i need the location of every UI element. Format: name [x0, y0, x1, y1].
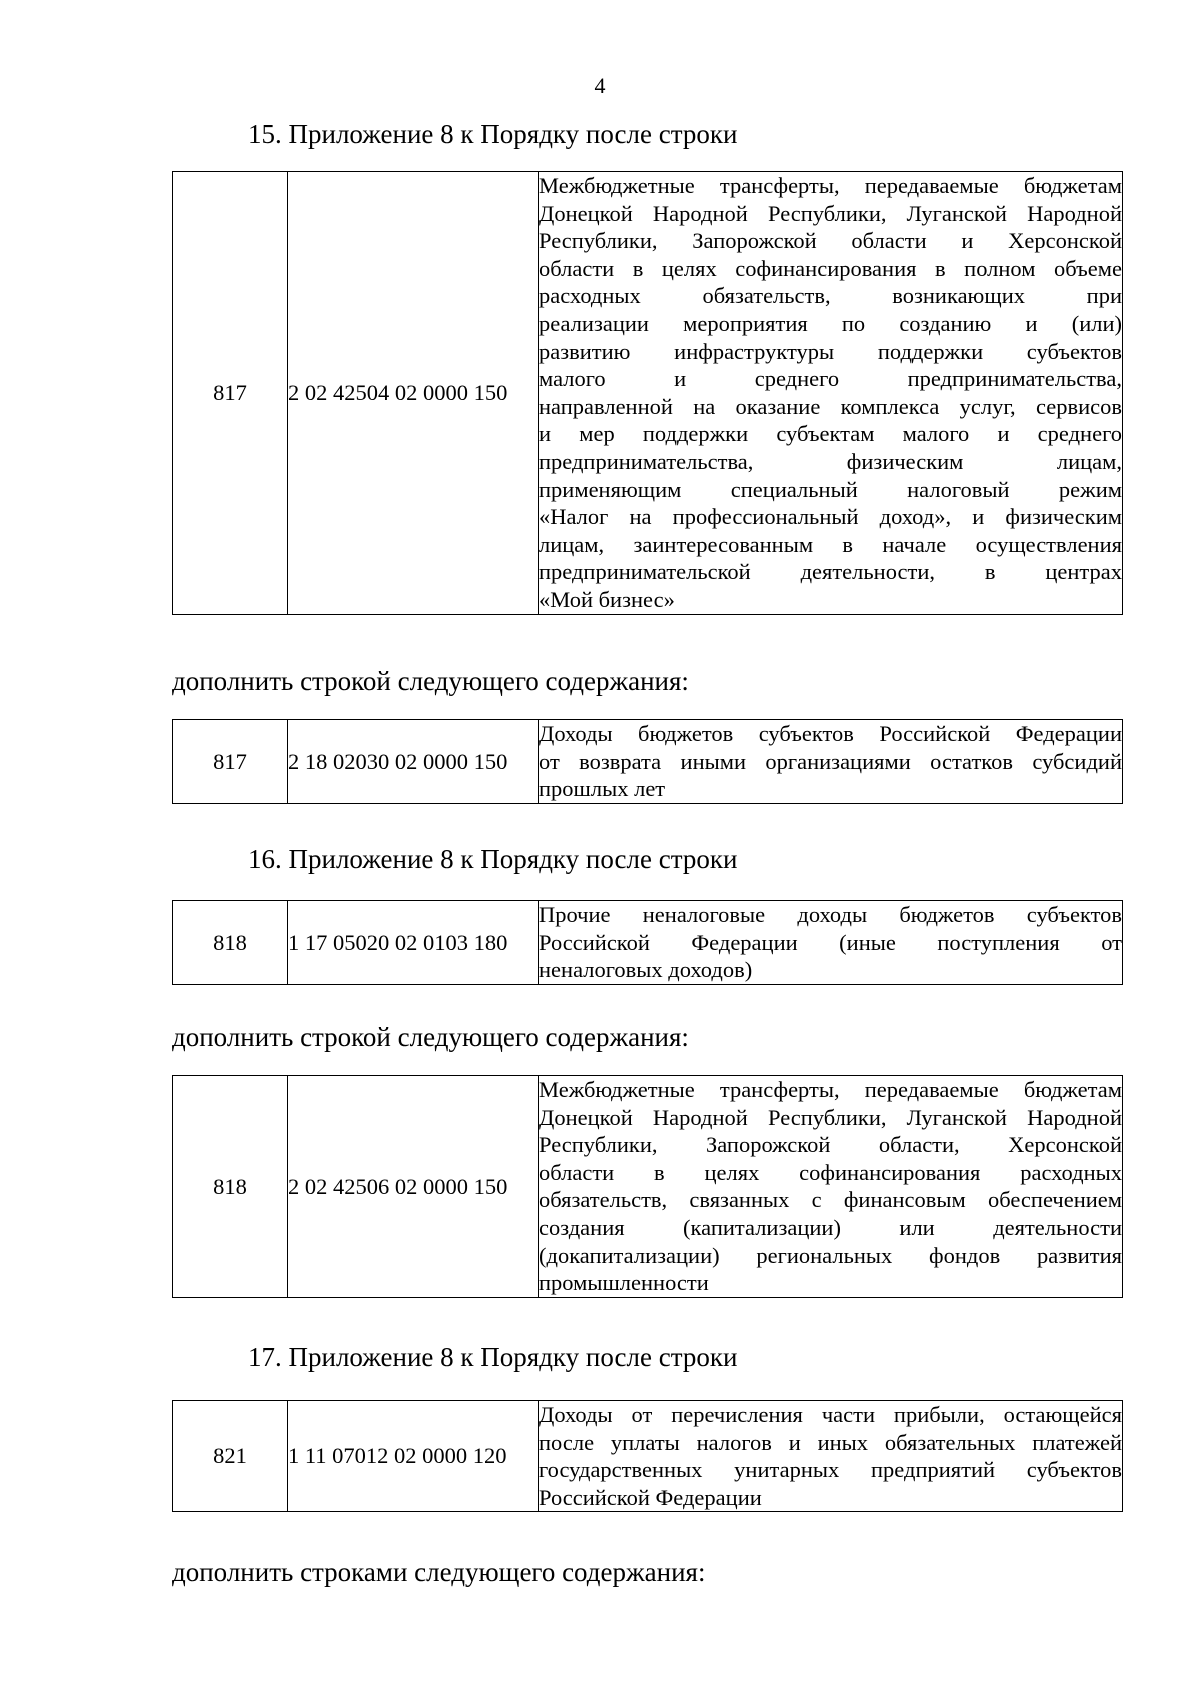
row-description-cell — [539, 172, 1123, 615]
description-line: расходных обязательств, возникающих при — [539, 283, 1122, 309]
description-line: создания (капитализации) или деятельности — [539, 1214, 1122, 1240]
description-line: предпринимательства, физическим лицам, — [539, 448, 1122, 474]
row-kbk-cell: 1 17 05020 02 0103 180 — [288, 901, 539, 985]
section-16-heading: 16. Приложение 8 к Порядку после строки — [248, 844, 738, 874]
description-line: Межбюджетные трансферты, передаваемые бюджетам — [539, 1077, 1122, 1102]
description-line: области в целях софинансирования в полном объеме — [539, 255, 1122, 281]
table-row — [173, 901, 1123, 985]
row-description-cell — [539, 901, 1123, 985]
section-17-heading: 17. Приложение 8 к Порядку после строки — [248, 1342, 738, 1372]
section-16-existing-row-table — [172, 900, 1123, 985]
description-line: Республики, Запорожской области и Херсонской — [539, 228, 1122, 254]
description-lines — [539, 720, 1122, 803]
table-row — [173, 1076, 1123, 1298]
description-line: Российской Федерации — [539, 1484, 762, 1510]
description-line: лицам, заинтересованным в начале осуществления — [539, 531, 1122, 557]
description-lines — [539, 172, 1122, 614]
description-line: Межбюджетные трансферты, передаваемые бюджетам — [539, 173, 1122, 198]
section-17-existing-row-table — [172, 1400, 1123, 1512]
description-line: Донецкой Народной Республики, Луганской Народной — [539, 200, 1122, 226]
section-16-new-row-table — [172, 1075, 1123, 1298]
table-row — [173, 1401, 1123, 1512]
row-kbk-cell: 2 18 02030 02 0000 150 — [288, 720, 539, 804]
table-row — [173, 720, 1123, 804]
description-line: развитию инфраструктуры поддержки субъектов — [539, 338, 1122, 364]
description-line: неналоговых доходов) — [539, 957, 753, 983]
description-line: обязательств, связанных с финансовым обеспечением — [539, 1187, 1122, 1213]
section-15-existing-row-table — [172, 171, 1123, 615]
description-lines — [539, 1401, 1122, 1511]
description-line: после уплаты налогов и иных обязательных платежей — [539, 1429, 1122, 1455]
description-line: «Мой бизнес» — [539, 586, 675, 612]
row-code-cell: 818 — [173, 1076, 288, 1298]
description-lines — [539, 901, 1122, 984]
description-line: промышленности — [539, 1270, 709, 1296]
table-row — [173, 172, 1123, 615]
description-line: от возврата иными организациями остатков субсидий — [539, 748, 1122, 774]
section-16-add-phrase: дополнить строкой следующего содержания: — [172, 1022, 689, 1052]
description-line: Доходы бюджетов субъектов Российской Федерации — [539, 721, 1122, 746]
description-line: области в целях софинансирования расходных — [539, 1159, 1122, 1185]
description-line: «Налог на профессиональный доход», и физическим — [539, 504, 1122, 530]
row-kbk-cell: 2 02 42504 02 0000 150 — [288, 172, 539, 615]
section-15-heading: 15. Приложение 8 к Порядку после строки — [248, 119, 738, 149]
description-line: Донецкой Народной Республики, Луганской Народной — [539, 1104, 1122, 1130]
description-line: применяющим специальный налоговый режим — [539, 476, 1122, 502]
description-line: (докапитализации) региональных фондов развития — [539, 1242, 1122, 1268]
row-kbk-cell: 1 11 07012 02 0000 120 — [288, 1401, 539, 1512]
description-line: Прочие неналоговые доходы бюджетов субъектов — [539, 902, 1122, 927]
description-line: Республики, Запорожской области, Херсонской — [539, 1132, 1122, 1158]
description-line: Российской Федерации (иные поступления от — [539, 929, 1122, 955]
description-line: Доходы от перечисления части прибыли, остающейся — [539, 1402, 1122, 1427]
section-17-add-phrase: дополнить строками следующего содержания: — [172, 1557, 706, 1587]
description-line: направленной на оказание комплекса услуг, сервисов — [539, 393, 1122, 419]
page-number: 4 — [594, 73, 606, 98]
row-code-cell: 818 — [173, 901, 288, 985]
description-line: малого и среднего предпринимательства, — [539, 366, 1122, 392]
description-line: прошлых лет — [539, 776, 666, 802]
row-code-cell: 817 — [173, 172, 288, 615]
section-15-add-phrase: дополнить строкой следующего содержания: — [172, 666, 689, 696]
description-line: и мер поддержки субъектам малого и среднего — [539, 421, 1122, 447]
row-code-cell: 817 — [173, 720, 288, 804]
description-lines — [539, 1076, 1122, 1297]
row-description-cell — [539, 1401, 1123, 1512]
section-15-new-row-table — [172, 719, 1123, 804]
row-kbk-cell: 2 02 42506 02 0000 150 — [288, 1076, 539, 1298]
description-line: реализации мероприятия по созданию и (или) — [539, 310, 1122, 336]
row-code-cell: 821 — [173, 1401, 288, 1512]
description-line: государственных унитарных предприятий субъектов — [539, 1457, 1122, 1483]
row-description-cell — [539, 1076, 1123, 1298]
description-line: предпринимательской деятельности, в центрах — [539, 559, 1122, 585]
row-description-cell — [539, 720, 1123, 804]
